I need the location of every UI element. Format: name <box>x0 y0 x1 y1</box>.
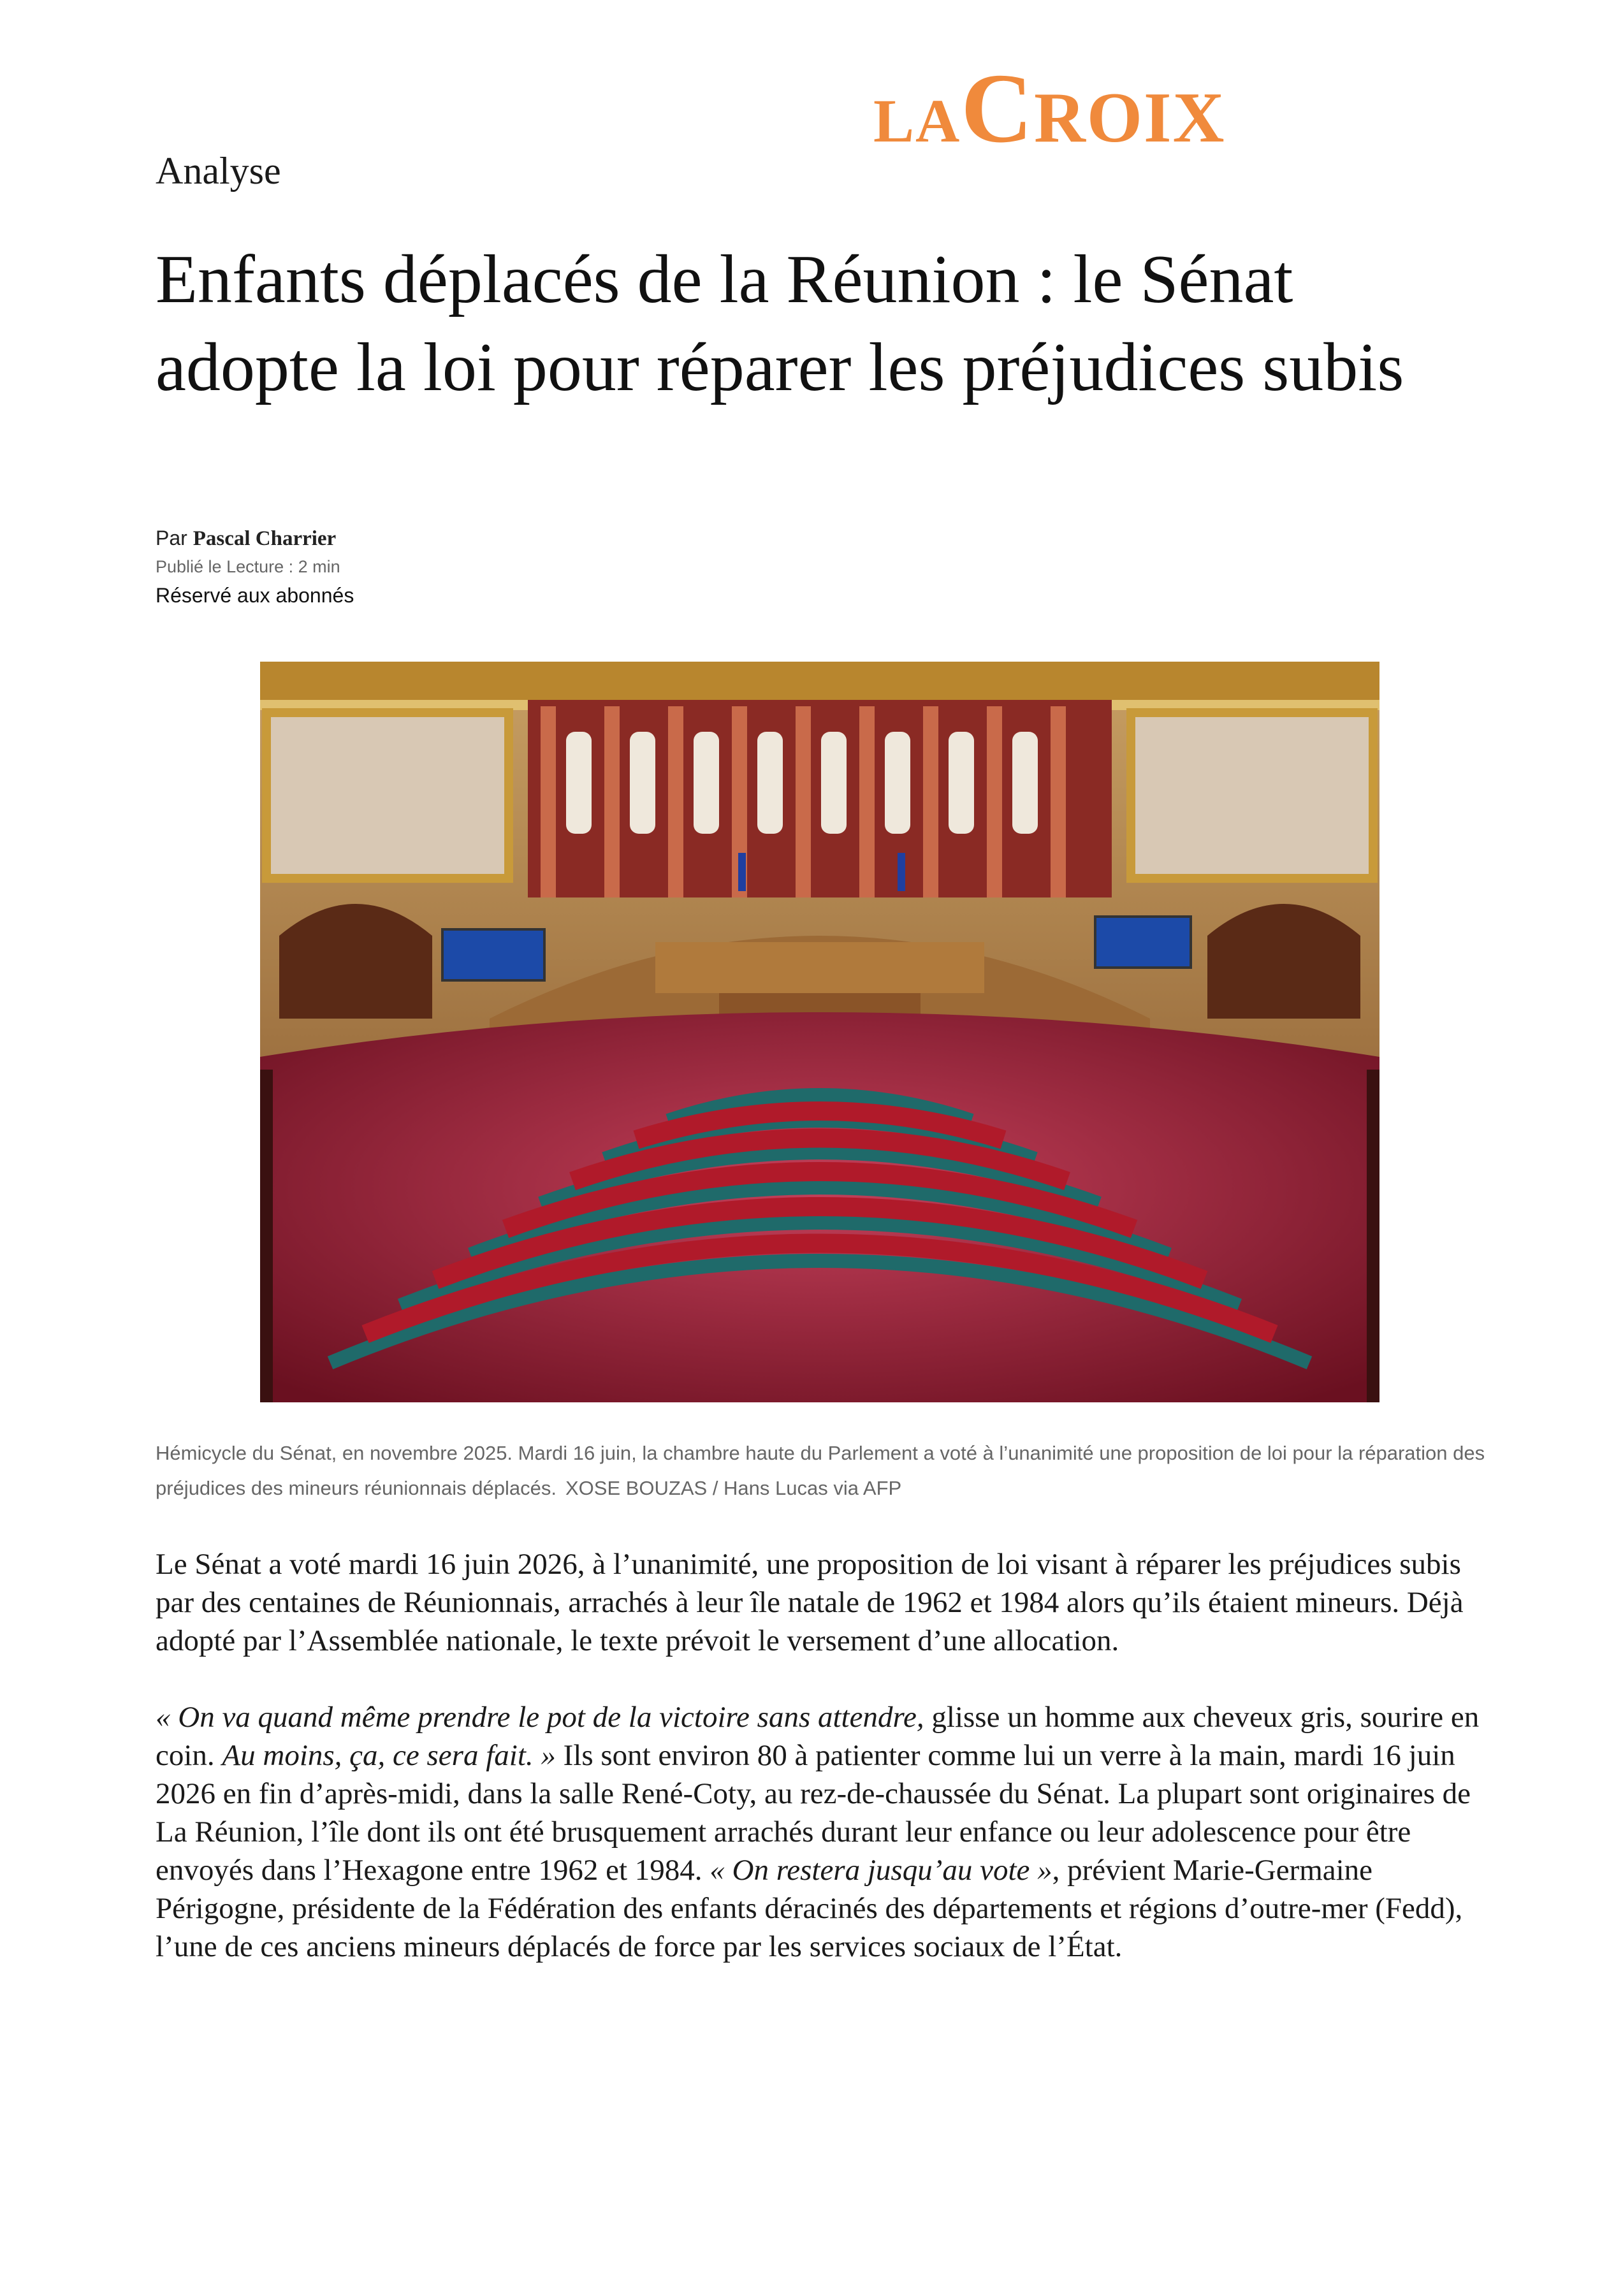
quote-1: « On va quand même prendre le pot de la victoire sans attendre, <box>156 1701 924 1734</box>
quote-3: « On restera jusqu’au vote » <box>710 1854 1052 1887</box>
photo-credit: XOSE BOUZAS / Hans Lucas via AFP <box>565 1477 902 1499</box>
paragraph-2 <box>156 1698 1488 1966</box>
la-croix-logo[interactable] <box>873 53 1226 163</box>
paragraph-1: Le Sénat a voté mardi 16 juin 2026, à l’unanimité, une proposition de loi visant à réparer les préjudices subis par des centaines de Réunionnais, arrachés à leur île natale de 1962 et 1984 alors qu’ils étaient mineurs. Déjà adopté par l’Assemblée nationale, le texte prévoit le versement d’une allocation. <box>156 1548 1464 1657</box>
article-body <box>156 1545 1488 2004</box>
caption-text: Hémicycle du Sénat, en novembre 2025. Mardi 16 juin, la chambre haute du Parlement a voté à l’unanimité une proposition de loi pour la réparation des préjudices des mineurs réunionnais déplacés. <box>156 1442 1485 1499</box>
paragraph-2-text-2: Ils sont environ 80 à patienter comme lui un verre à la main, mardi 16 juin 2026 en fin d’après-midi, dans la salle René-Coty, au rez-de-chaussée du Sénat. La plupart sont originaires de La Réunion, l’île dont ils ont été brusquement arrachés durant leur enfance ou leur adolescence pour être envoyés dans l’Hexagone entre 1962 et 1984. <box>156 1739 1471 1887</box>
senate-hemicycle-photo <box>260 662 1379 1402</box>
paragraph-2-text-1: glisse un homme aux cheveux gris, sourire en coin. <box>156 1701 1480 1772</box>
hemicycle-illustration <box>260 662 1379 1402</box>
publication-meta: Publié le Lecture : 2 min <box>156 557 340 576</box>
subscriber-badge: Réservé aux abonnés <box>156 584 354 607</box>
logo-roix: ROIX <box>1034 78 1226 157</box>
article-title: Enfants déplacés de la Réunion : le Sénat adopte la loi pour réparer les préjudices subis <box>156 242 1404 405</box>
logo-c: C <box>961 53 1035 163</box>
author-name[interactable]: Pascal Charrier <box>193 527 337 550</box>
article-rubric[interactable]: Analyse <box>156 150 281 192</box>
photo-caption <box>156 1435 1488 1506</box>
quote-2: Au moins, ça, ce sera fait. » <box>222 1739 556 1772</box>
byline-prefix: Par <box>156 527 187 549</box>
paragraph-2-text-3: , prévient Marie-Germaine Périgogne, présidente de la Fédération des enfants déracinés des départements et régions d’outre-mer (Fedd), l’une de ces anciens mineurs déplacés de force par les services sociaux de l’État. <box>156 1854 1463 1963</box>
logo-la: LA <box>873 87 961 155</box>
byline <box>156 527 336 551</box>
